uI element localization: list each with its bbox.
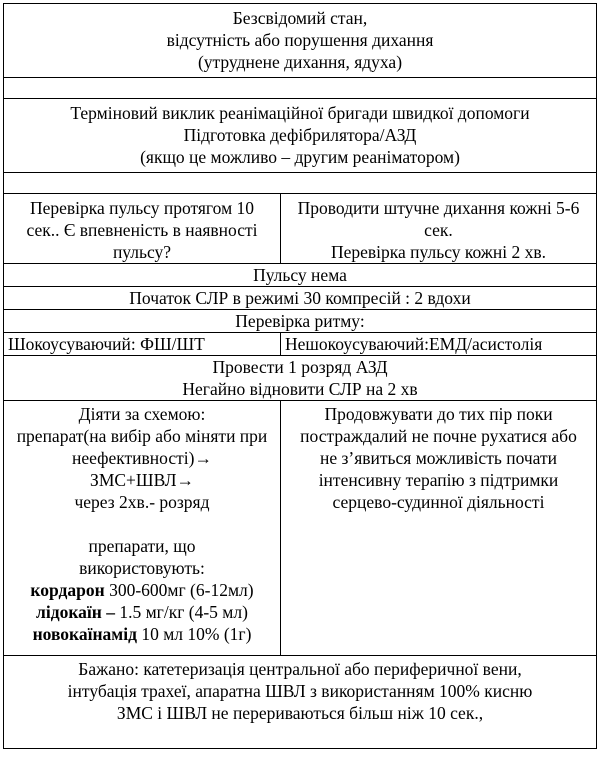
breathing-line-1: Проводити штучне дихання кожні 5-6 сек. [297,198,580,240]
cpr-start-cell [4,287,597,310]
drug-novocainamide [8,623,276,645]
shockable-cell [4,333,281,356]
scheme-line-1: Діяти за схемою: [78,404,206,424]
rhythm-check-text: Перевірка ритму: [235,311,365,331]
drug-kordaron [8,579,276,601]
scheme-line-4: через 2хв.- розряд [74,492,210,512]
no-pulse-cell [4,264,597,287]
aed-line-2: Негайно відновити СЛР на 2 хв [182,379,418,399]
row-no-pulse [4,264,597,287]
row-aed [4,356,597,401]
continue-text: Продовжувати до тих пір поки постраждалий не почне рухатися або не з’явиться можливість почати інтенсивну терапію з підтримки серцево-судинної діяльності [300,404,577,512]
cpr-algorithm-table [3,3,597,749]
recommended-cell [4,656,597,749]
unconscious-line-1: Безсвідомий стан, [232,8,368,28]
no-pulse-text: Пульсу нема [253,265,347,285]
drug-kordaron-dose: 300-600мг (6-12мл) [104,580,254,600]
drug-lidocaine-dose: 1.5 мг/кг (4-5 мл) [114,602,248,622]
row-rhythm-types [4,333,597,356]
emergency-call-line-2: Підготовка дефібрилятора/АЗД [183,125,417,145]
row-emergency-call [4,99,597,173]
scheme-line-2: препарат(на вибір або міняти при неефективності)→ [16,426,268,468]
spacer-row-2 [4,173,597,194]
recommended-line-1: Бажано: катетеризація центральної або периферичної вени, [78,659,522,679]
row-cpr-start [4,287,597,310]
row-actions [4,401,597,656]
drug-novocainamide-dose: 10 мл 10% (1г) [136,624,252,644]
non-shockable-text: Нешокоусуваючий:ЕМД/асистолія [285,334,543,354]
cpr-start-text: Початок СЛР в режимі 30 компресій : 2 вдохи [129,288,471,308]
row-rhythm-check [4,310,597,333]
continue-cell [281,401,597,656]
unconscious-cell [4,4,597,78]
row-pulse-check [4,194,597,264]
breathing-cell [281,194,597,264]
emergency-call-line-1: Терміновий виклик реанімаційної бригади швидкої допомоги [70,103,530,123]
scheme-line-5: препарати, що використовують: [79,536,205,578]
recommended-line-2: інтубація трахеї, апаратна ШВЛ з використанням 100% кисню [67,681,533,701]
drug-lidocaine [8,601,276,623]
aed-cell [4,356,597,401]
row-recommended [4,656,597,749]
scheme-blank-line [8,513,276,535]
row-unconscious [4,4,597,78]
drug-novocainamide-name: новокаїнамід [32,624,137,644]
drug-kordaron-name: кордарон [30,580,105,600]
unconscious-line-3: (утруднене дихання, ядуха) [197,52,403,72]
shockable-text: Шокоусуваючий: ФШ/ШТ [8,334,205,354]
recommended-line-3: ЗМС і ШВЛ не перериваються більш ніж 10 сек., [116,703,484,723]
emergency-call-line-3: (якщо це можливо – другим реаніматором) [140,147,460,167]
spacer-cell [4,78,597,99]
scheme-line-3: ЗМС+ШВЛ→ [90,470,194,490]
pulse-check-text: Перевірка пульсу протягом 10 сек.. Є впевненість в наявності пульсу? [26,198,258,262]
unconscious-line-2: відсутність або порушення дихання [166,30,434,50]
non-shockable-cell [281,333,597,356]
scheme-cell [4,401,281,656]
aed-line-1: Провести 1 розряд АЗД [212,357,388,377]
emergency-call-cell [4,99,597,173]
pulse-check-cell [4,194,281,264]
breathing-line-2: Перевірка пульсу кожні 2 хв. [330,242,547,262]
spacer-row-1 [4,78,597,99]
rhythm-check-cell [4,310,597,333]
drug-lidocaine-name: лідокаїн – [36,602,115,622]
spacer-cell [4,173,597,194]
